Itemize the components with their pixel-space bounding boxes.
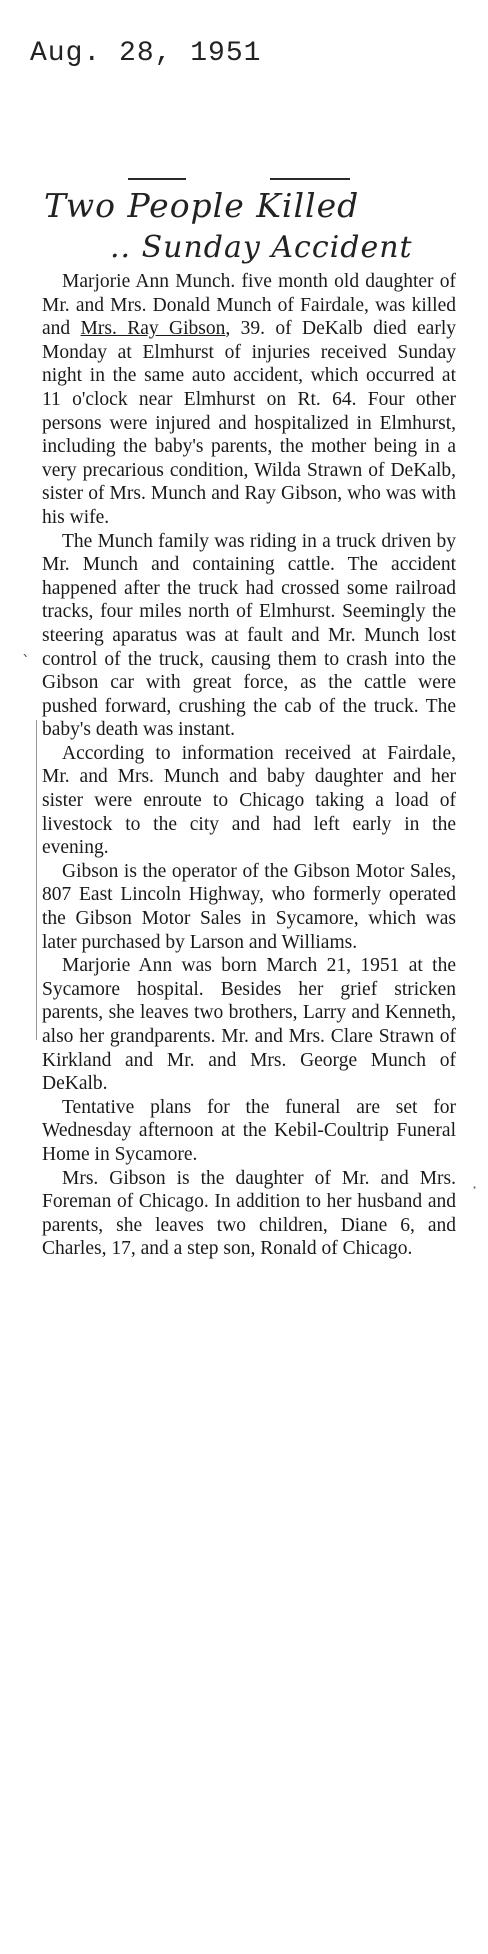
stray-mark-left: ˎ bbox=[22, 638, 30, 657]
article-paragraph: Tentative plans for the funeral are set for Wednesday afternoon at the Kebil-Coultrip Funeral Home in Sycamore. bbox=[42, 1096, 456, 1165]
article-body bbox=[42, 270, 456, 1261]
underlined-name: Mrs. Ray Gibson bbox=[80, 318, 226, 340]
paper-edge-line bbox=[36, 720, 37, 1040]
headline-rule-left bbox=[128, 178, 186, 180]
headline-line-1: Two People Killed bbox=[44, 186, 360, 225]
article-paragraph: Marjorie Ann was born March 21, 1951 at the Sycamore hospital. Besides her grief stricken parents, she leaves two brothers, Larry and Kenneth, also her grandparents. Mr. and Mrs. Clare Strawn of Kirkland and Mr. and Mrs. George Munch of DeKalb. bbox=[42, 955, 456, 1095]
headline-line-2: .. Sunday Accident bbox=[110, 230, 413, 265]
clipping-date: Aug. 28, 1951 bbox=[30, 38, 262, 69]
headline-rule-right bbox=[270, 178, 350, 180]
stray-mark-right: · bbox=[472, 1178, 478, 1197]
article-paragraph bbox=[42, 270, 456, 530]
paragraph-text: Marjorie Ann Munch. five month old daughter of Mr. and Mrs. Donald Munch of Fairdale, was killed and bbox=[42, 271, 456, 340]
article-paragraph: The Munch family was riding in a truck driven by Mr. Munch and containing cattle. The accident happened after the truck had crossed some railroad tracks, four miles north of Elmhurst. Seemingly the steering aparatus was at fault and Mr. Munch lost control of the truck, causing them to crash into the Gibson car with great force, as the cattle were pushed forward, crushing the cab of the truck. The baby's death was instant. bbox=[42, 530, 456, 741]
paragraph-text: , 39. of DeKalb died early Monday at Elmhurst of injuries received Sunday night in the same auto accident, which occurred at 11 o'clock near Elmhurst on Rt. 64. Four other persons were injured and hospitalized in Elmhurst, including the baby's parents, the mother being in a very precarious condition, Wilda Strawn of DeKalb, sister of Mrs. Munch and Ray Gibson, who was with his wife. bbox=[42, 318, 456, 528]
article-paragraph: Gibson is the operator of the Gibson Motor Sales, 807 East Lincoln Highway, who formerly operated the Gibson Motor Sales in Sycamore, which was later purchased by Larson and Williams. bbox=[42, 860, 456, 953]
article-paragraph: Mrs. Gibson is the daughter of Mr. and Mrs. Foreman of Chicago. In addition to her husband and parents, she leaves two children, Diane 6, and Charles, 17, and a step son, Ronald of Chicago. bbox=[42, 1167, 456, 1260]
article-paragraph: According to information received at Fairdale, Mr. and Mrs. Munch and baby daughter and her sister were enroute to Chicago taking a load of livestock to the city and had left early in the evening. bbox=[42, 742, 456, 859]
